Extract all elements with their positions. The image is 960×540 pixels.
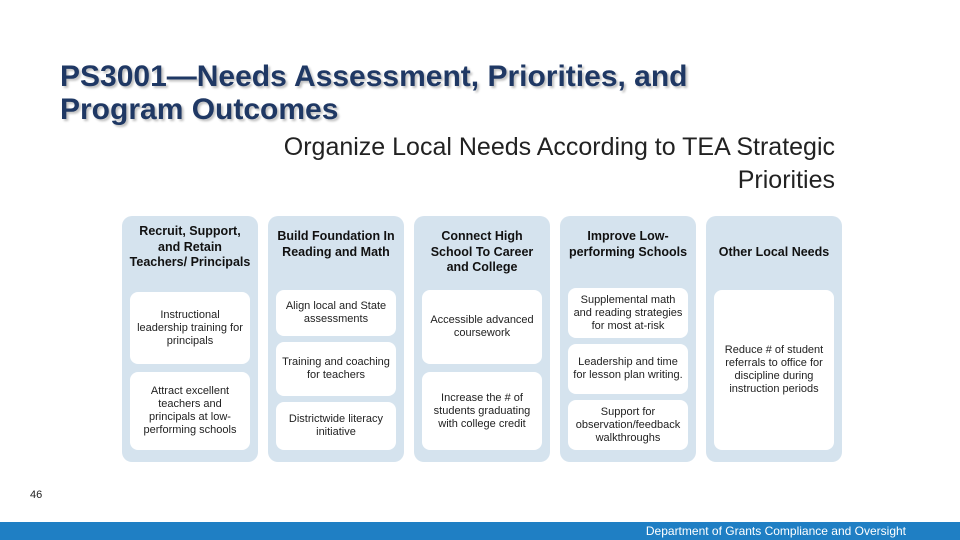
- need-card: Align local and State assessments: [276, 290, 396, 336]
- priority-column-low-performing: [560, 216, 696, 462]
- need-card: Training and coaching for teachers: [276, 342, 396, 396]
- need-card: Accessible advanced coursework: [422, 290, 542, 364]
- priority-column-career-college: [414, 216, 550, 462]
- column-header: Build Foundation In Reading and Math: [277, 229, 395, 259]
- column-header: Connect High School To Career and College: [430, 229, 534, 274]
- subtitle-line-2: Priorities: [737, 166, 835, 194]
- title-line-2: Program Outcomes: [60, 93, 339, 126]
- slide-number: 46: [30, 489, 43, 501]
- slide-title: [60, 60, 820, 126]
- footer-bar: [0, 522, 960, 540]
- need-card: Instructional leadership training for principals: [130, 292, 250, 364]
- need-card: Leadership and time for lesson plan writing.: [568, 344, 688, 394]
- need-card: Increase the # of students graduating with college credit: [422, 372, 542, 450]
- priority-column-recruit: [122, 216, 258, 462]
- column-header: Improve Low-performing Schools: [568, 229, 688, 259]
- need-card: Districtwide literacy initiative: [276, 402, 396, 450]
- need-card: Reduce # of student referrals to office for discipline during instruction periods: [714, 290, 834, 450]
- title-line-1: PS3001—Needs Assessment, Priorities, and: [60, 60, 688, 93]
- footer-text: Department of Grants Compliance and Oversight: [645, 524, 906, 538]
- need-card: Supplemental math and reading strategies for most at-risk: [568, 288, 688, 338]
- subtitle-line-1: Organize Local Needs According to TEA Strategic: [283, 133, 835, 161]
- column-header: Recruit, Support, and Retain Teachers/ Principals: [129, 224, 251, 269]
- need-card: Attract excellent teachers and principals at low-performing schools: [130, 372, 250, 450]
- need-card: Support for observation/feedback walkthroughs: [568, 400, 688, 450]
- priority-column-reading-math: [268, 216, 404, 462]
- column-header: Other Local Needs: [718, 245, 830, 259]
- priority-column-other: [706, 216, 842, 462]
- slide-subtitle: [215, 131, 835, 197]
